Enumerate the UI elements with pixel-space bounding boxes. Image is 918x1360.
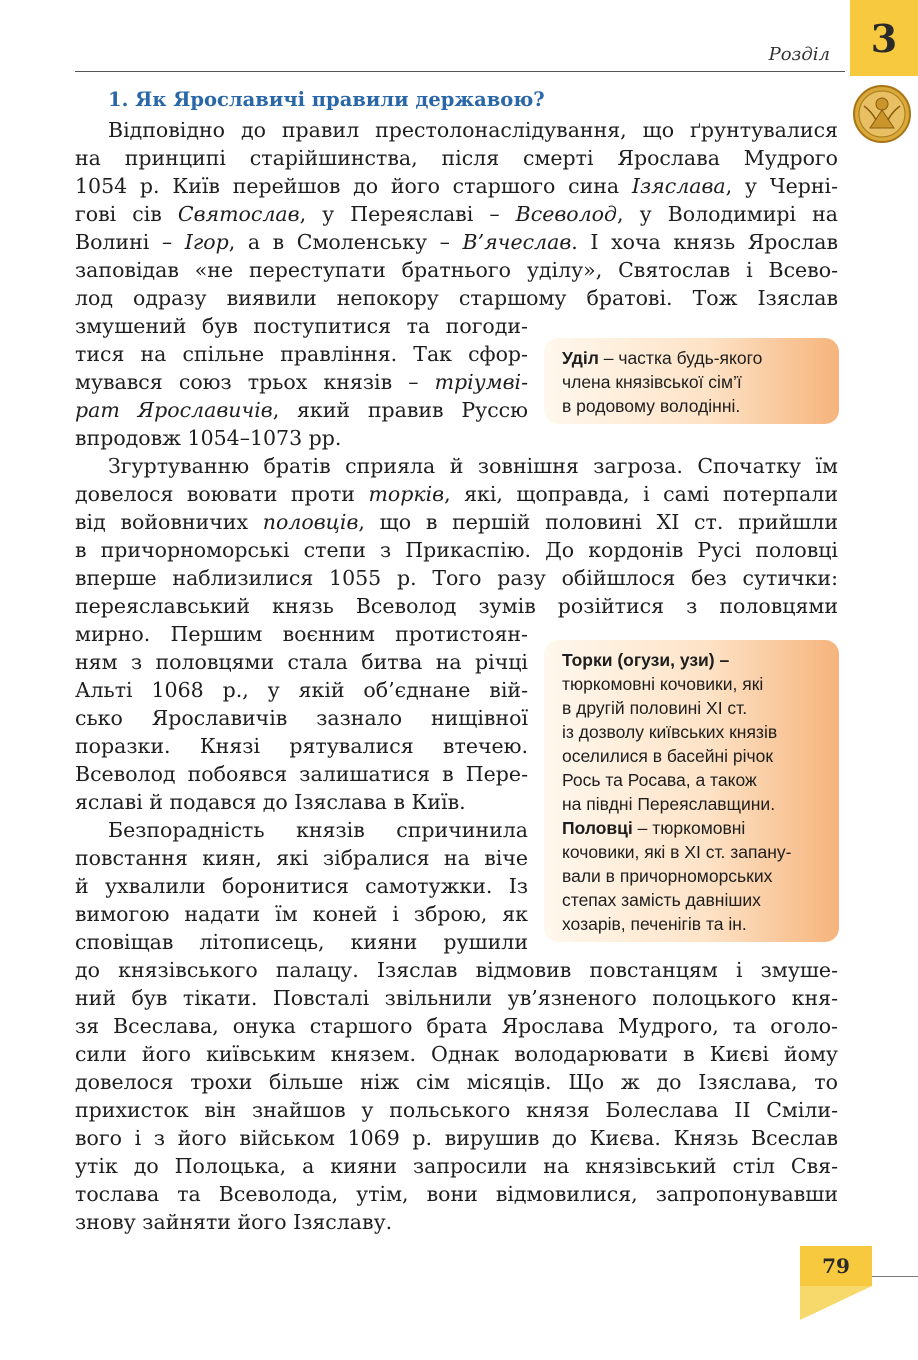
text-line <box>75 480 838 508</box>
text-line: утік до Полоцька, а кияни запросили на князівський стіл Свя- <box>75 1154 838 1178</box>
text-line: мирно. Першим воєнним протистоян- <box>75 622 528 646</box>
text-line: вперше наблизилися 1055 р. Того разу обійшлося без сутички: <box>75 566 838 590</box>
text-line <box>75 368 528 396</box>
text-line: переяславський князь Всеволод зумів розійтися з половцями <box>75 594 838 618</box>
text-line: ний був тікати. Повсталі звільнили ув’язненого полоцького кня- <box>75 986 838 1010</box>
glossary-text: оселилися в басейні річок <box>562 746 774 766</box>
emphasis: торків <box>368 482 445 506</box>
section-heading: 1. Як Ярославичі правили державою? <box>108 88 545 111</box>
emphasis: Всеволод <box>515 202 618 226</box>
text-segment: довелося воювати проти <box>75 482 369 506</box>
header-rule <box>75 71 845 72</box>
text-line: зя Всеслава, онука старшого брата Ярослава Мудрого, та оголо- <box>75 1014 838 1038</box>
glossary-term: Уділ <box>562 348 599 368</box>
emphasis: Ізяслава <box>631 174 726 198</box>
text-segment: , у Володимирі на <box>617 202 839 226</box>
text-segment: , а в Смоленську – <box>228 230 463 254</box>
emphasis: половців <box>262 510 359 534</box>
text-segment: гові сів <box>75 202 178 226</box>
text-line: до князівського палацу. Ізяслав відмовив повстанцям і змуше- <box>75 958 838 982</box>
text-line <box>75 200 838 228</box>
text-line: сько Ярославичів зазнало нищівної <box>75 706 528 730</box>
text-line: тися на спільне правління. Так сфор- <box>75 342 528 366</box>
glossary-text: – тюркомовні <box>632 818 746 838</box>
text-segment: від войовничих <box>75 510 263 534</box>
text-line <box>75 172 838 200</box>
text-segment: Волині – <box>75 230 185 254</box>
glossary-term: Торки (огузи, узи) – <box>562 650 730 670</box>
text-line: й ухвалили боронитися самотужки. Із <box>75 874 528 898</box>
text-line <box>75 228 838 256</box>
text-segment: . І хоча князь Ярослав <box>571 230 838 254</box>
glossary-text: вали в причорноморських <box>562 866 773 886</box>
page-tab-tail <box>800 1286 872 1320</box>
text-line: тослава та Всеволода, утім, вони відмовилися, запропонувавши <box>75 1182 838 1206</box>
emphasis: рат Ярославичів <box>75 398 273 422</box>
text-line: прихисток він знайшов у польського князя Болеслава II Сміли- <box>75 1098 838 1122</box>
text-line: поразки. Князі рятувалися втечею. <box>75 734 528 758</box>
glossary-text: на півдні Переяславщини. <box>562 794 776 814</box>
text-line: Безпорадність князів спричинила <box>108 818 528 842</box>
text-line: Відповідно до правил престолонаслідування, що ґрунтувалися <box>108 118 838 142</box>
text-line: сповіщав літописець, кияни рушили <box>75 930 528 954</box>
page-number: 79 <box>800 1246 872 1286</box>
glossary-text: Рось та Росава, а також <box>562 770 757 790</box>
text-line: на принципі старійшинства, після смерті Ярослава Мудрого <box>75 146 838 170</box>
emphasis: Ігор <box>184 230 229 254</box>
text-segment: , які, щоправда, і самі потерпали <box>444 482 838 506</box>
footer-rule <box>872 1276 918 1277</box>
glossary-text: тюркомовні кочовики, які <box>562 674 764 694</box>
text-line: довелося трохи більше ніж сім місяців. Що ж до Ізяслава, то <box>75 1070 838 1094</box>
glossary-box-udil <box>544 338 839 424</box>
text-line <box>75 508 838 536</box>
section-number-tab: 3 <box>850 0 918 76</box>
text-segment: , який правив Руссю <box>272 398 528 422</box>
text-line: вого і з його військом 1069 р. вирушив до Києва. Князь Всеслав <box>75 1126 838 1150</box>
glossary-box-torky-polovtsi <box>544 640 839 942</box>
glossary-text: степах замість давніших <box>562 890 761 910</box>
text-segment: , у Переяславі – <box>299 202 516 226</box>
glossary-text: із дозволу київських князів <box>562 722 778 742</box>
glossary-term: Половці <box>562 818 633 838</box>
glossary-text: члена князівської сім’ї <box>562 372 742 392</box>
text-segment: , що в першій половині XI ст. прийшли <box>358 510 838 534</box>
text-line: ням з половцями стала битва на річці <box>75 650 528 674</box>
text-line <box>75 396 528 424</box>
text-line: яславі й подався до Ізяслава в Київ. <box>75 790 466 814</box>
text-line: заповідав «не переступати братнього уділу», Святослав і Всево- <box>75 258 838 282</box>
glossary-text: в родовому володінні. <box>562 396 741 416</box>
text-segment: , у Черні- <box>725 174 838 198</box>
emphasis: тріумві- <box>434 370 528 394</box>
text-line: лод одразу виявили непокору старшому братові. Тож Ізяслав <box>75 286 838 310</box>
text-line: повстання киян, які зібралися на віче <box>75 846 528 870</box>
text-line: впродовж 1054–1073 рр. <box>75 426 342 450</box>
text-line: змушений був поступитися та погоди- <box>75 314 528 338</box>
text-line: вимогою надати їм коней і зброю, як <box>75 902 528 926</box>
text-line: Згуртуванню братів сприяла й зовнішня загроза. Спочатку їм <box>108 454 838 478</box>
text-line: сили його київським князем. Однак володарювати в Києві йому <box>75 1042 838 1066</box>
archangel-seal-icon <box>852 84 912 144</box>
glossary-text: хозарів, печенігів та ін. <box>562 914 747 934</box>
section-label: Розділ <box>768 44 830 65</box>
glossary-text: в другій половині XI ст. <box>562 698 748 718</box>
emphasis: Святослав <box>177 202 300 226</box>
text-line: в причорноморські степи з Прикаспію. До кордонів Русі половці <box>75 538 838 562</box>
text-line: Всеволод побоявся залишатися в Пере- <box>75 762 528 786</box>
text-segment: 1054 р. Київ перейшов до його старшого сина <box>75 174 632 198</box>
emphasis: В’ячеслав <box>462 230 572 254</box>
text-line: Альті 1068 р., у якій об’єднане вій- <box>75 678 528 702</box>
text-line: знову зайняти його Ізяславу. <box>75 1210 393 1234</box>
text-segment: мувався союз трьох князів – <box>75 370 435 394</box>
glossary-text: кочовики, які в XI ст. запану- <box>562 842 792 862</box>
glossary-text: – частка будь-якого <box>598 348 763 368</box>
